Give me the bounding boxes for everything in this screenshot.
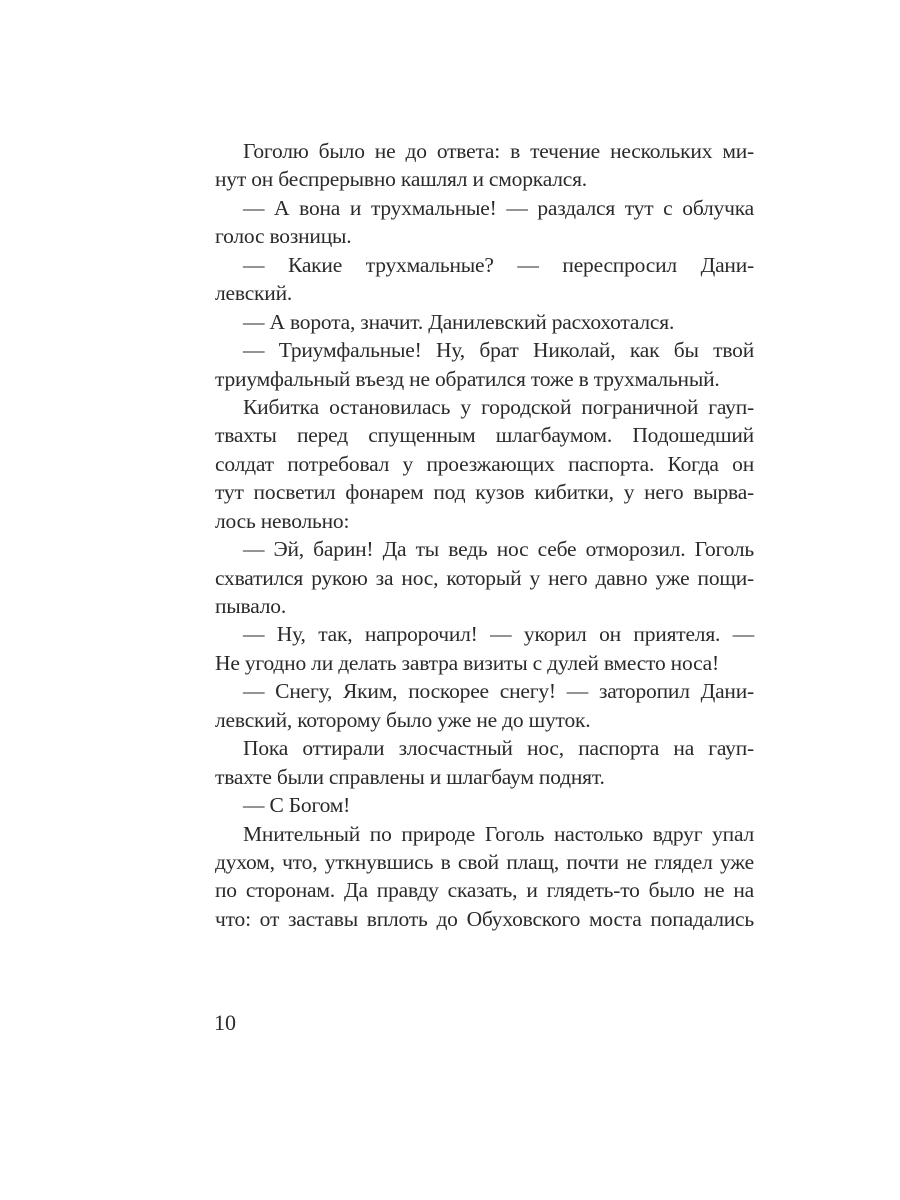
text-line: голос возницы. [215,224,352,249]
text-line: — Какие трухмальные? — переспросил Дани- [243,252,754,277]
text-line: лось невольно: [215,508,350,533]
text-line: — А ворота, значит. Данилевский расхохотался. [243,309,675,334]
text-line: пывало. [215,594,287,618]
page-number: 10 [214,1010,236,1035]
text-line: левский, которому было уже не до шуток. [215,707,591,732]
text-line: духом, что, уткнувшись в свой плащ, почти не глядел уже [215,849,754,874]
text-line: — Снегу, Яким, поскорее снегу! — заторопил Дани- [243,679,754,704]
text-line: по сторонам. Да правду сказать, и глядеть-то было не на [215,878,754,903]
text-line: тут посветил фонарем под кузов кибитки, у него вырва- [215,480,754,505]
text-line: Не угодно ли делать завтра визиты с дулей вместо носа! [215,650,719,675]
text-line: Кибитка остановилась у городской пограничной гауп- [243,394,754,419]
text-line: — Ну, так, напророчил! — укорил он приятеля. — [243,622,754,647]
text-line: — Триумфальные! Ну, брат Николай, как бы твой [243,338,754,363]
text-line: что: от заставы вплоть до Обуховского моста попадались [215,906,754,931]
text-line: — Эй, барин! Да ты ведь нос себе отморозил. Гоголь [243,537,754,562]
text-line: — С Богом! [243,793,351,818]
text-line: триумфальный въезд не обратился тоже в трухмальный. [215,366,720,391]
text-line: Мнительный по природе Гоголь настолько вдруг упал [243,821,754,846]
text-line: Пока оттирали злосчастный нос, паспорта на гауп- [243,736,754,761]
text-line: твахты перед спущенным шлагбаумом. Подошедший [215,423,754,448]
text-line: нут он беспрерывно кашлял и сморкался. [215,167,587,192]
page-body-text [215,137,754,933]
text-line: твахте были справлены и шлагбаум поднят. [215,764,605,789]
text-line: — А вона и трухмальные! — раздался тут с облучка [243,195,754,220]
text-line: левский. [215,281,293,306]
text-line: солдат потребовал у проезжающих паспорта. Когда он [215,451,754,476]
text-line: Гоголю было не до ответа: в течение нескольких ми- [243,139,754,163]
text-line: схватился рукою за нос, который у него давно уже пощи- [215,565,754,590]
